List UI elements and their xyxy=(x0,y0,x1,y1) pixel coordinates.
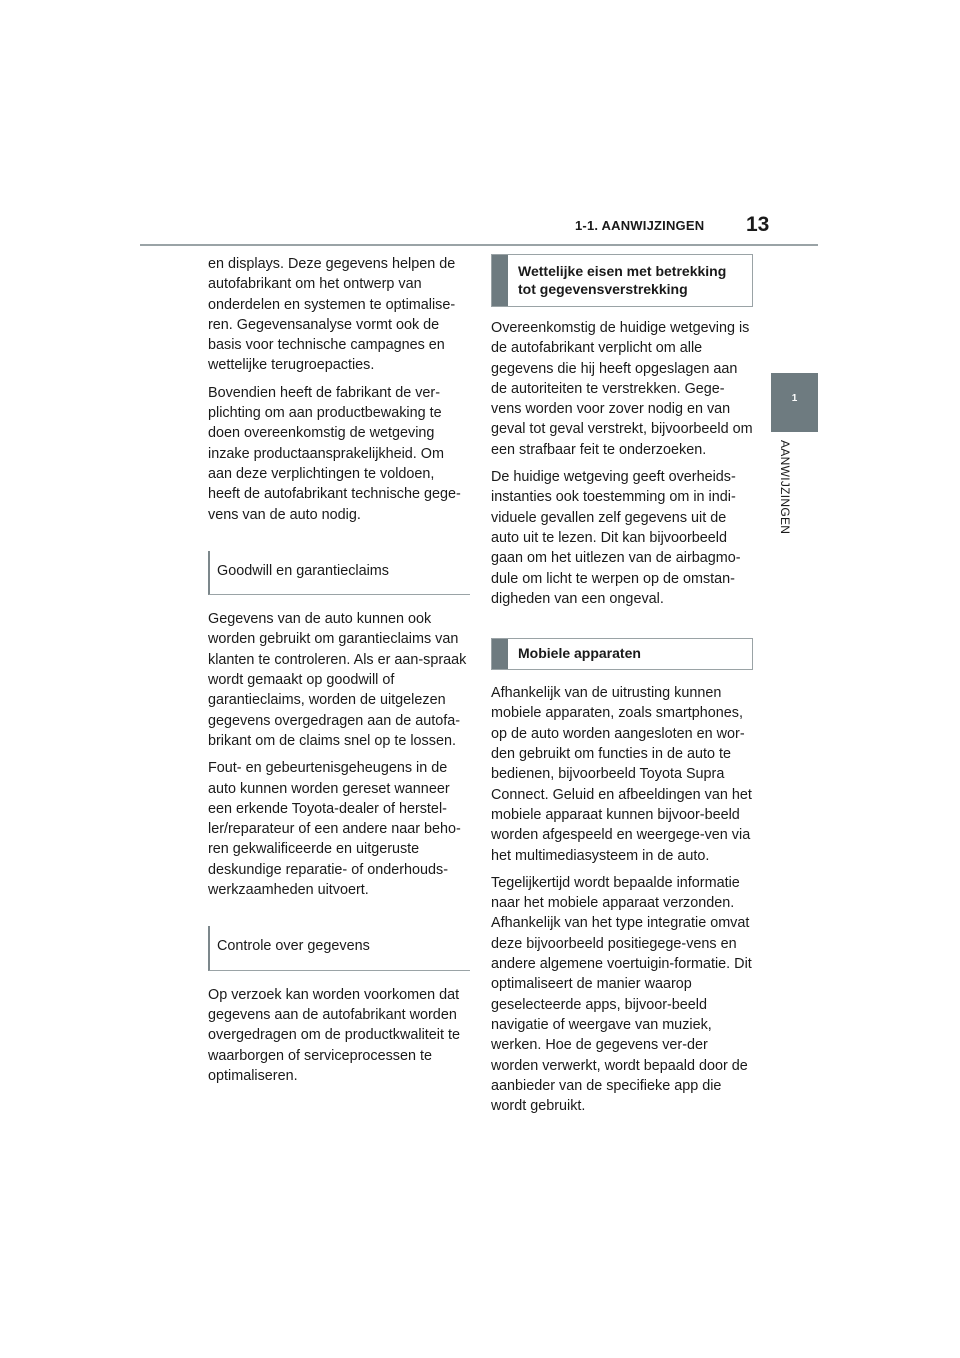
chapter-tab xyxy=(771,373,818,432)
paragraph: Op verzoek kan worden voorkomen dat gegevens aan de autofabrikant worden overgedragen om de productkwaliteit te waarborgen of serviceprocessen te optimaliseren. xyxy=(208,986,460,1084)
paragraph: Fout- en gebeurtenisgeheugens in de auto kunnen worden gereset wanneer een erkende Toyota-dealer of herstel-ler/reparateur of een andere naar beho-ren gekwalificeerde en uitgeruste deskundige reparatie- of onderhouds-werkzaamheden uitvoert. xyxy=(208,760,461,899)
paragraph: Overeenkomstig de huidige wetgeving is de autofabrikant verplicht om alle gegevens die hij heeft opgeslagen aan de autoriteiten te verstrekken. Gege-vens worden voor zover nodig en van geval tot geval verstrekt, bijvoorbeeld om een strafbaar feit te onderzoeken. xyxy=(491,320,753,458)
heading-marker xyxy=(492,255,508,306)
heading-goodwill: Goodwill en garantieclaims xyxy=(208,551,470,595)
heading-marker xyxy=(492,639,508,669)
paragraph: Afhankelijk van de uitrusting kunnen mobiele apparaten, zoals smartphones, op de auto worden aangesloten en wor-den gebruikt om functies in de auto te bedienen, bijvoorbeeld Toyota Supra Connect. Geluid en afbeeldingen van het mobiele apparaat kunnen bijvoor-beeld worden afgespeeld en weergege-ven via het multimediasysteem in de auto. xyxy=(491,685,752,864)
paragraph: Bovendien heeft de fabrikant de ver-plichting om aan productbewaking te doen overeenkomstig de wetgeving inzake productaansprakelijkheid. Om aan deze verplichtingen te voldoen, heeft de autofabrikant technische gege-vens van de auto nodig. xyxy=(208,384,461,523)
heading-legal-requirements xyxy=(491,254,753,307)
heading-mobile-devices xyxy=(491,638,753,670)
paragraph: en displays. Deze gegevens helpen de autofabrikant om het ontwerp van onderdelen en systemen te optimalise-ren. Gegevensanalyse vormt ook de basis voor technische campagnes en wettelijke terugroepacties. xyxy=(208,256,456,374)
chapter-label: AANWIJZINGEN xyxy=(778,440,792,535)
paragraph: Tegelijkertijd wordt bepaalde informatie naar het mobiele apparaat verzonden. Afhankelijk van het type integratie omvat deze bijvoorbeeld positiegege-vens en andere algemene voertuigin-formatie. Dit optimaliseert de manier waarop geselecteerde apps, bijvoor-beeld navigatie of weergave van muziek, werken. Hoe de gegevens ver-der worden verwerkt, wordt bepaald door de aanbieder van de specifieke app die wordt gebruikt. xyxy=(491,874,752,1115)
chapter-number: 1 xyxy=(791,393,798,404)
heading-data-control: Controle over gegevens xyxy=(208,926,470,970)
header-divider xyxy=(140,244,818,246)
right-column xyxy=(491,254,753,1123)
heading-text: Mobiele apparaten xyxy=(518,645,641,662)
paragraph: Gegevens van de auto kunnen ook worden gebruikt om garantieclaims van klanten te controleren. Als er aan-spraak wordt gemaakt op goodwill of garantieclaims, worden de uitgelezen gegevens overgedragen aan de autofa-brikant om de claims snel op te lossen. xyxy=(208,611,467,749)
heading-text: Wettelijke eisen met betrekking tot gegevensverstrekking xyxy=(518,263,727,297)
paragraph: De huidige wetgeving geeft overheids-instanties ook toestemming om in indi-viduele gevallen zelf gegevens uit de auto uit te lezen. Dit kan bijvoorbeeld gaan om het uitlezen van de airbagmo-dule om licht te werpen op de omstan-digheden van een ongeval. xyxy=(491,469,741,607)
left-column xyxy=(208,254,470,1093)
page-number: 13 xyxy=(746,213,770,236)
section-title: 1-1. AANWIJZINGEN xyxy=(575,218,705,233)
